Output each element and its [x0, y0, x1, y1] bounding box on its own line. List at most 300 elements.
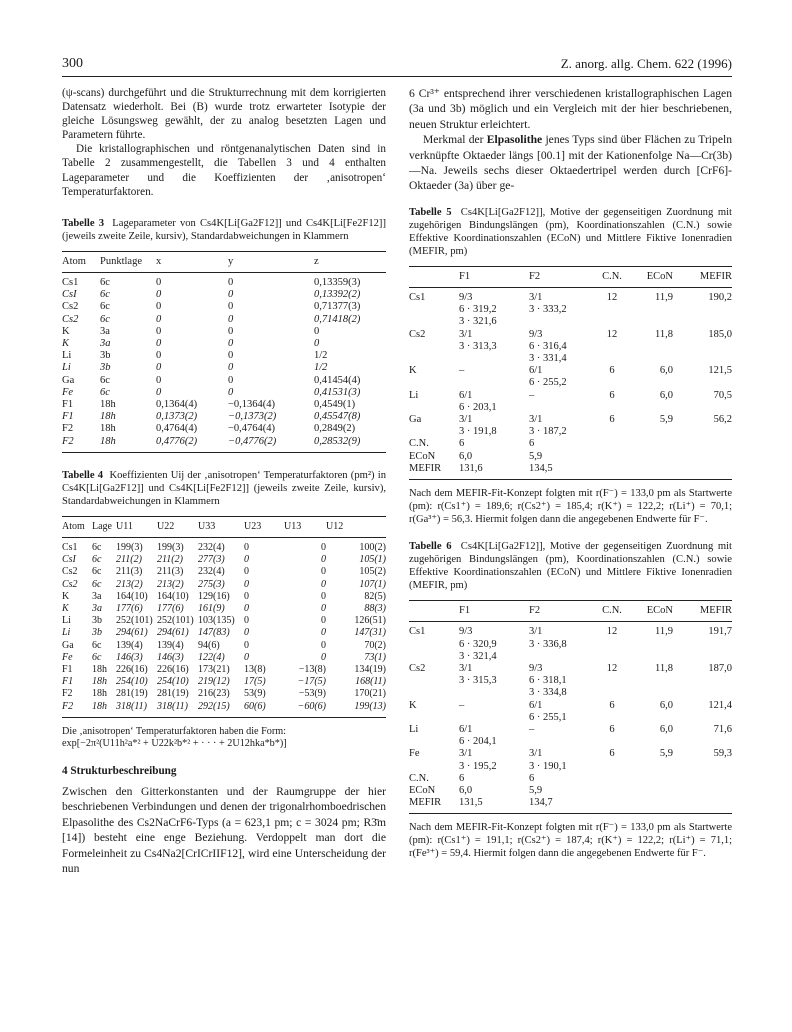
column-header: ECoN: [646, 605, 673, 617]
table-cell: [629, 651, 673, 663]
table-cell: 173(21): [198, 664, 230, 676]
table4: [62, 516, 386, 718]
table-cell: 134(19): [354, 664, 386, 676]
column-header: C.N.: [602, 270, 622, 282]
table-cell: 213(2): [116, 578, 143, 590]
table-cell: Cs2: [62, 578, 78, 590]
column-header: F2: [529, 605, 541, 617]
table-cell: 131,6: [459, 462, 483, 474]
table-cell: [595, 712, 629, 724]
table-row: [409, 639, 732, 651]
table-cell: 0: [156, 313, 162, 325]
table-cell: 0: [314, 325, 320, 337]
table-row: [62, 688, 386, 700]
table-cell: Ga: [62, 374, 75, 386]
table-cell: 3 · 331,4: [529, 353, 567, 365]
table-cell: 190,2: [708, 292, 732, 304]
table-cell: Li: [409, 724, 419, 736]
table-cell: Li: [409, 389, 419, 401]
table-cell: [673, 426, 732, 438]
table-row: [62, 411, 386, 423]
column-header: F1: [459, 605, 471, 617]
table-cell: 281(19): [116, 688, 148, 700]
table-row: [62, 664, 386, 676]
table-cell: [595, 426, 629, 438]
table-cell: 3a: [92, 590, 102, 602]
p2-lead: Merkmal der: [423, 133, 487, 147]
table-cell: [629, 463, 673, 480]
table-cell: 18h: [100, 411, 116, 423]
table-cell: 0: [244, 542, 249, 553]
table-cell: 88(3): [364, 603, 386, 615]
table-cell: 6: [609, 724, 615, 736]
column-header: [409, 266, 459, 287]
table-cell: 0: [321, 627, 326, 639]
table-cell: 82(5): [364, 590, 386, 602]
table-cell: 0: [156, 325, 162, 337]
table-cell: 6: [609, 389, 615, 401]
table-cell: 71,6: [713, 724, 732, 736]
table-cell: [529, 316, 595, 328]
table-cell: [595, 377, 629, 389]
table-cell: 3 · 333,2: [529, 304, 567, 316]
table-cell: 211(3): [157, 566, 184, 578]
table-row: [62, 554, 386, 566]
table-cell: 12: [606, 292, 618, 304]
table-cell: 6 · 255,1: [529, 711, 567, 723]
table-cell: 0: [244, 651, 249, 663]
table-cell: 3/1: [459, 328, 473, 340]
table-cell: 3 · 334,8: [529, 687, 567, 699]
p2-bold: Elpasolithe: [486, 133, 543, 147]
table-cell: 3 · 313,3: [459, 340, 497, 352]
table-cell: [673, 773, 732, 785]
table-cell: 18h: [92, 664, 107, 676]
table-row: [62, 338, 386, 350]
table-cell: 6: [529, 772, 535, 784]
table-cell: [409, 675, 459, 687]
table-cell: 0: [228, 337, 234, 349]
table-cell: 232(4): [198, 566, 225, 578]
table-cell: MEFIR: [409, 462, 442, 474]
table-cell: 164(10): [116, 590, 148, 602]
column-header: [409, 601, 459, 622]
table-cell: 6/1: [459, 724, 473, 736]
table-cell: 216(23): [198, 688, 230, 700]
table-cell: 6,0: [459, 450, 473, 462]
table-cell: [629, 426, 673, 438]
table-cell: 6c: [92, 554, 102, 566]
table-cell: F1: [62, 398, 74, 410]
table-cell: –: [529, 724, 535, 736]
table-cell: 0: [228, 325, 234, 337]
table-row: [409, 712, 732, 724]
table-cell: 6 · 320,9: [459, 638, 497, 650]
table-cell: 0: [321, 578, 326, 590]
table-cell: 0,2849(2): [314, 423, 356, 435]
table-cell: 139(4): [116, 639, 143, 651]
table-cell: K: [409, 365, 417, 377]
table-header-row: [409, 601, 732, 622]
table-cell: [629, 736, 673, 748]
table-cell: 0,4776(2): [156, 435, 198, 447]
table-row: [62, 423, 386, 435]
table-cell: 9/3: [529, 328, 543, 340]
table-cell: 134,7: [529, 797, 553, 809]
table-cell: 3 · 195,2: [459, 760, 497, 772]
table-cell: 6c: [100, 301, 110, 313]
table-row: [62, 399, 386, 411]
table-cell: CsI: [62, 289, 77, 301]
table-row: [409, 736, 732, 748]
table-cell: Cs2: [62, 313, 79, 325]
table-cell: 164(10): [157, 590, 189, 602]
table-cell: 13(8): [244, 664, 266, 676]
table-cell: 0: [156, 350, 162, 362]
table-cell: −0,1373(2): [228, 411, 277, 423]
table-cell: 6c: [100, 276, 110, 288]
table-cell: 18h: [100, 423, 116, 435]
table-cell: 6: [459, 772, 465, 784]
table-cell: 6 · 318,1: [529, 675, 567, 687]
table-cell: 0: [321, 651, 326, 663]
table-cell: 11,9: [655, 626, 673, 638]
table-cell: CsI: [62, 554, 76, 566]
table-cell: 73(1): [364, 651, 386, 663]
table-cell: –: [529, 389, 535, 401]
table-cell: [409, 341, 459, 353]
table-cell: 6: [609, 699, 615, 711]
table-cell: 3 · 336,8: [529, 638, 567, 650]
table-row: [409, 451, 732, 463]
table-cell: F1: [62, 664, 73, 676]
table-cell: [409, 402, 459, 414]
table-cell: 3b: [100, 350, 111, 362]
table-cell: ECoN: [409, 785, 436, 797]
table-cell: −17(5): [297, 676, 326, 688]
table-cell: [595, 304, 629, 316]
table-cell: 0: [156, 362, 162, 374]
table-cell: 0: [321, 590, 326, 602]
table-row: [62, 591, 386, 603]
table-cell: −0,4764(4): [228, 423, 276, 435]
column-header: U23: [244, 520, 262, 532]
table3-caption: [62, 217, 386, 243]
table-cell: 185,0: [708, 328, 732, 340]
table-cell: 146(3): [116, 651, 143, 663]
table-cell: 6,0: [659, 724, 673, 736]
table3-caption-text: Lageparameter von Cs4K[Li[Ga2F12]] und Cs4K[Li[Fe2F12]] (jeweils zweite Zeile, kursiv), Standardabweichungen in Klammern: [62, 217, 386, 242]
table-cell: 0: [244, 639, 249, 651]
table-cell: K: [62, 337, 70, 349]
table4-label: Tabelle 4: [62, 469, 104, 481]
column-header: U11: [116, 520, 133, 532]
table-cell: 281(19): [157, 688, 189, 700]
table-row: [409, 748, 732, 760]
table-cell: [673, 736, 732, 748]
table-cell: 0,13392(2): [314, 289, 361, 301]
table-cell: 3b: [92, 627, 102, 639]
table-cell: 6c: [100, 313, 110, 325]
table-cell: 6c: [92, 542, 102, 553]
table-cell: 1/2: [314, 362, 328, 374]
table-cell: 131,5: [459, 797, 483, 809]
table-cell: 146(3): [157, 651, 184, 663]
table-cell: 18h: [100, 398, 116, 410]
table-cell: [629, 797, 673, 814]
table-cell: 6c: [92, 566, 102, 578]
table-cell: 11,9: [655, 292, 673, 304]
table-cell: [409, 316, 459, 328]
table-cell: 0: [156, 301, 162, 313]
table3-label: Tabelle 3: [62, 217, 105, 229]
table-cell: [673, 353, 732, 365]
table-cell: 3b: [92, 615, 102, 627]
table-cell: [529, 651, 595, 663]
column-header: F1: [459, 270, 471, 282]
table-row: [62, 289, 386, 301]
table-header-row: [62, 516, 386, 537]
table-cell: −13(8): [298, 664, 326, 676]
table-cell: 0,1373(2): [156, 411, 198, 423]
table-cell: 3 · 187,2: [529, 426, 567, 438]
table-cell: 3 · 315,3: [459, 675, 497, 687]
table-cell: [673, 687, 732, 699]
table-cell: –: [459, 365, 465, 377]
table-cell: [673, 463, 732, 480]
page-header: [62, 56, 732, 76]
table-cell: [595, 451, 629, 463]
table6: [409, 600, 732, 814]
table-cell: 0,4549(1): [314, 398, 356, 410]
table-cell: 191,7: [708, 626, 732, 638]
table-cell: 292(15): [198, 700, 230, 712]
table-cell: 0: [244, 566, 249, 578]
table-cell: 0: [228, 386, 234, 398]
table-cell: MEFIR: [409, 797, 442, 809]
table-cell: Cs1: [409, 292, 426, 304]
table-cell: 18h: [92, 676, 107, 688]
table-cell: Cs2: [62, 301, 79, 313]
table-cell: 0,45547(8): [314, 411, 361, 423]
right-paragraph-1: 6 Cr³⁺ entsprechend ihrer verschiedenen kristallographischen Lagen (3a und 3b) möglich und ein Vergleich mit der hier beschriebenen, neuen Struktur erleichtert.: [409, 87, 732, 131]
table-cell: [595, 341, 629, 353]
table-row: [409, 651, 732, 663]
table-cell: 0,41454(4): [314, 374, 361, 386]
table-cell: 6: [459, 438, 465, 450]
table-cell: [673, 785, 732, 797]
header-rule: [62, 76, 732, 77]
table-cell: 0: [321, 566, 326, 578]
journal-reference: Z. anorg. allg. Chem. 622 (1996): [560, 56, 732, 71]
table-cell: 170(21): [354, 688, 386, 700]
table-cell: [629, 761, 673, 773]
table-cell: 11,8: [655, 663, 673, 675]
table-cell: [595, 773, 629, 785]
table-row: [409, 341, 732, 353]
table-cell: 6 · 204,1: [459, 736, 497, 748]
table-cell: 0: [156, 276, 162, 288]
table-cell: 161(9): [198, 603, 225, 615]
table-cell: [409, 377, 459, 389]
table-cell: 6 · 255,2: [529, 377, 567, 389]
table-cell: [673, 377, 732, 389]
table-cell: [409, 651, 459, 663]
table-cell: Fe: [62, 651, 73, 663]
table-cell: 3 · 321,6: [459, 316, 497, 328]
table-header-row: [409, 266, 732, 287]
table-cell: [595, 316, 629, 328]
table-cell: K: [62, 325, 70, 337]
table-row: [409, 377, 732, 389]
table-cell: [595, 463, 629, 480]
section-text: Zwischen den Gitterkonstanten und der Raumgruppe der hier beschriebenen Verbindungen und denen der trigonalrhomboedrischen Elpasolithe des Cs2NaCrF6-Typs (a = 623,1 pm; c = 3024 pm; R3̄m [14]) besteht eine enge Beziehung. Verdoppelt man dort die Formeleinheit zu Cs4Na2[CrICrIIF12], wird eine Unterscheidung der nun: [62, 785, 386, 876]
table-cell: 0: [228, 276, 234, 288]
table-cell: F1: [62, 411, 74, 423]
table-row: [62, 640, 386, 652]
table4-caption-text: Koeffizienten Uij der ‚anisotropen‘ Temperaturfaktoren (pm²) in Cs4K[Li[Ga2F12]] und Cs4K[Li[Fe2F12]] (jeweils zweite Zeile, kursiv), Standardabweichungen in Klammern: [62, 469, 386, 507]
table-row: [409, 353, 732, 365]
column-header: MEFIR: [699, 270, 732, 282]
table-header-row: [62, 251, 386, 272]
table-cell: 100(2): [359, 542, 386, 553]
table-cell: 318(11): [116, 700, 147, 712]
table-cell: 0: [156, 337, 162, 349]
table-cell: 18h: [92, 688, 107, 700]
table-row: [62, 301, 386, 313]
table-cell: 0: [228, 289, 234, 301]
table-row: [62, 272, 386, 289]
table-row: [62, 436, 386, 453]
left-column: [62, 86, 386, 876]
table-row: [409, 700, 732, 712]
table-cell: 59,3: [713, 748, 732, 760]
table-cell: [629, 687, 673, 699]
table-cell: 0: [321, 542, 326, 553]
table-cell: 94(6): [198, 639, 220, 651]
table-cell: F2: [62, 435, 74, 447]
table-row: [409, 675, 732, 687]
table-cell: 6/1: [529, 365, 543, 377]
table-cell: [409, 687, 459, 699]
table-row: [409, 329, 732, 341]
table-cell: 6,0: [659, 365, 673, 377]
table-cell: 252(101): [157, 615, 194, 627]
table-cell: −0,4776(2): [228, 435, 277, 447]
table-cell: 9/3: [459, 292, 473, 304]
column-header: F2: [529, 270, 541, 282]
table-cell: 0: [244, 627, 249, 639]
table-cell: 0: [321, 603, 326, 615]
table-cell: 0: [156, 289, 162, 301]
table-cell: 0: [156, 386, 162, 398]
table-cell: 6c: [92, 651, 102, 663]
table-cell: [529, 402, 595, 414]
table-cell: 318(11): [157, 700, 188, 712]
table-cell: [529, 736, 595, 748]
table-cell: 129(16): [198, 590, 230, 602]
table-cell: 0: [228, 374, 234, 386]
table6-label: Tabelle 6: [409, 541, 452, 553]
table-cell: [629, 639, 673, 651]
table-cell: 0: [244, 578, 249, 590]
table-cell: [595, 785, 629, 797]
column-header: x: [156, 255, 162, 267]
column-header: Atom: [62, 520, 85, 532]
table-cell: 5,9: [659, 414, 673, 426]
table-cell: [673, 761, 732, 773]
table-cell: 60(6): [244, 700, 266, 712]
table-cell: 199(3): [157, 542, 184, 553]
table-cell: K: [62, 590, 70, 602]
table-cell: 3b: [100, 362, 111, 374]
table-cell: 6 · 203,1: [459, 401, 497, 413]
intro-paragraph-1: (ψ-scans) durchgeführt und die Strukturrechnung mit dem korrigierten Datensatz wiederholt. Bei (B) wurde trotz erwarteter Isotypie der gleiche Lösungsweg gewählt, der zu analog besetzten Lagen und Parametern führte.: [62, 87, 386, 142]
table-cell: 0,4764(4): [156, 423, 198, 435]
table-cell: [673, 341, 732, 353]
table-cell: 147(83): [198, 627, 230, 639]
table-cell: 18h: [92, 700, 107, 712]
table-cell: −60(6): [297, 700, 326, 712]
table-cell: [673, 316, 732, 328]
table-cell: F1: [62, 676, 74, 688]
table-cell: Li: [62, 615, 71, 627]
table-cell: 105(2): [359, 566, 386, 578]
table-cell: 3a: [100, 337, 111, 349]
table-cell: 6/1: [459, 389, 473, 401]
table-cell: [595, 639, 629, 651]
table-row: [62, 615, 386, 627]
table-cell: 294(61): [116, 627, 148, 639]
table-row: [409, 761, 732, 773]
table-cell: F2: [62, 423, 74, 435]
table-cell: 0: [244, 554, 249, 566]
table-row: [409, 797, 732, 814]
table-cell: [595, 761, 629, 773]
table-cell: Cs1: [62, 276, 79, 288]
table-cell: [629, 341, 673, 353]
table-cell: C.N.: [409, 772, 429, 784]
table-cell: 0,1364(4): [156, 398, 198, 410]
table-cell: Li: [62, 362, 71, 374]
table-row: [409, 304, 732, 316]
table-cell: [459, 377, 529, 389]
table-cell: −53(9): [298, 688, 326, 700]
column-header: U33: [198, 520, 216, 532]
table-cell: 3 · 190,1: [529, 760, 567, 772]
table-cell: 0: [228, 350, 234, 362]
table-cell: [409, 426, 459, 438]
table-cell: [673, 304, 732, 316]
table-row: [409, 365, 732, 377]
table-cell: Li: [62, 627, 71, 639]
table-cell: 277(3): [198, 554, 225, 566]
table-cell: [629, 773, 673, 785]
table-cell: [595, 651, 629, 663]
table-cell: [629, 353, 673, 365]
table-cell: [459, 687, 529, 699]
table-cell: ECoN: [409, 450, 436, 462]
table-cell: 199(13): [354, 700, 386, 712]
table-cell: 0: [228, 362, 234, 374]
table-cell: Cs2: [409, 328, 426, 340]
table-row: [62, 627, 386, 639]
table-row: [409, 288, 732, 305]
table-cell: 6,0: [659, 699, 673, 711]
table-cell: 275(3): [198, 578, 225, 590]
table-row: [409, 463, 732, 480]
table-cell: 232(4): [198, 542, 225, 553]
